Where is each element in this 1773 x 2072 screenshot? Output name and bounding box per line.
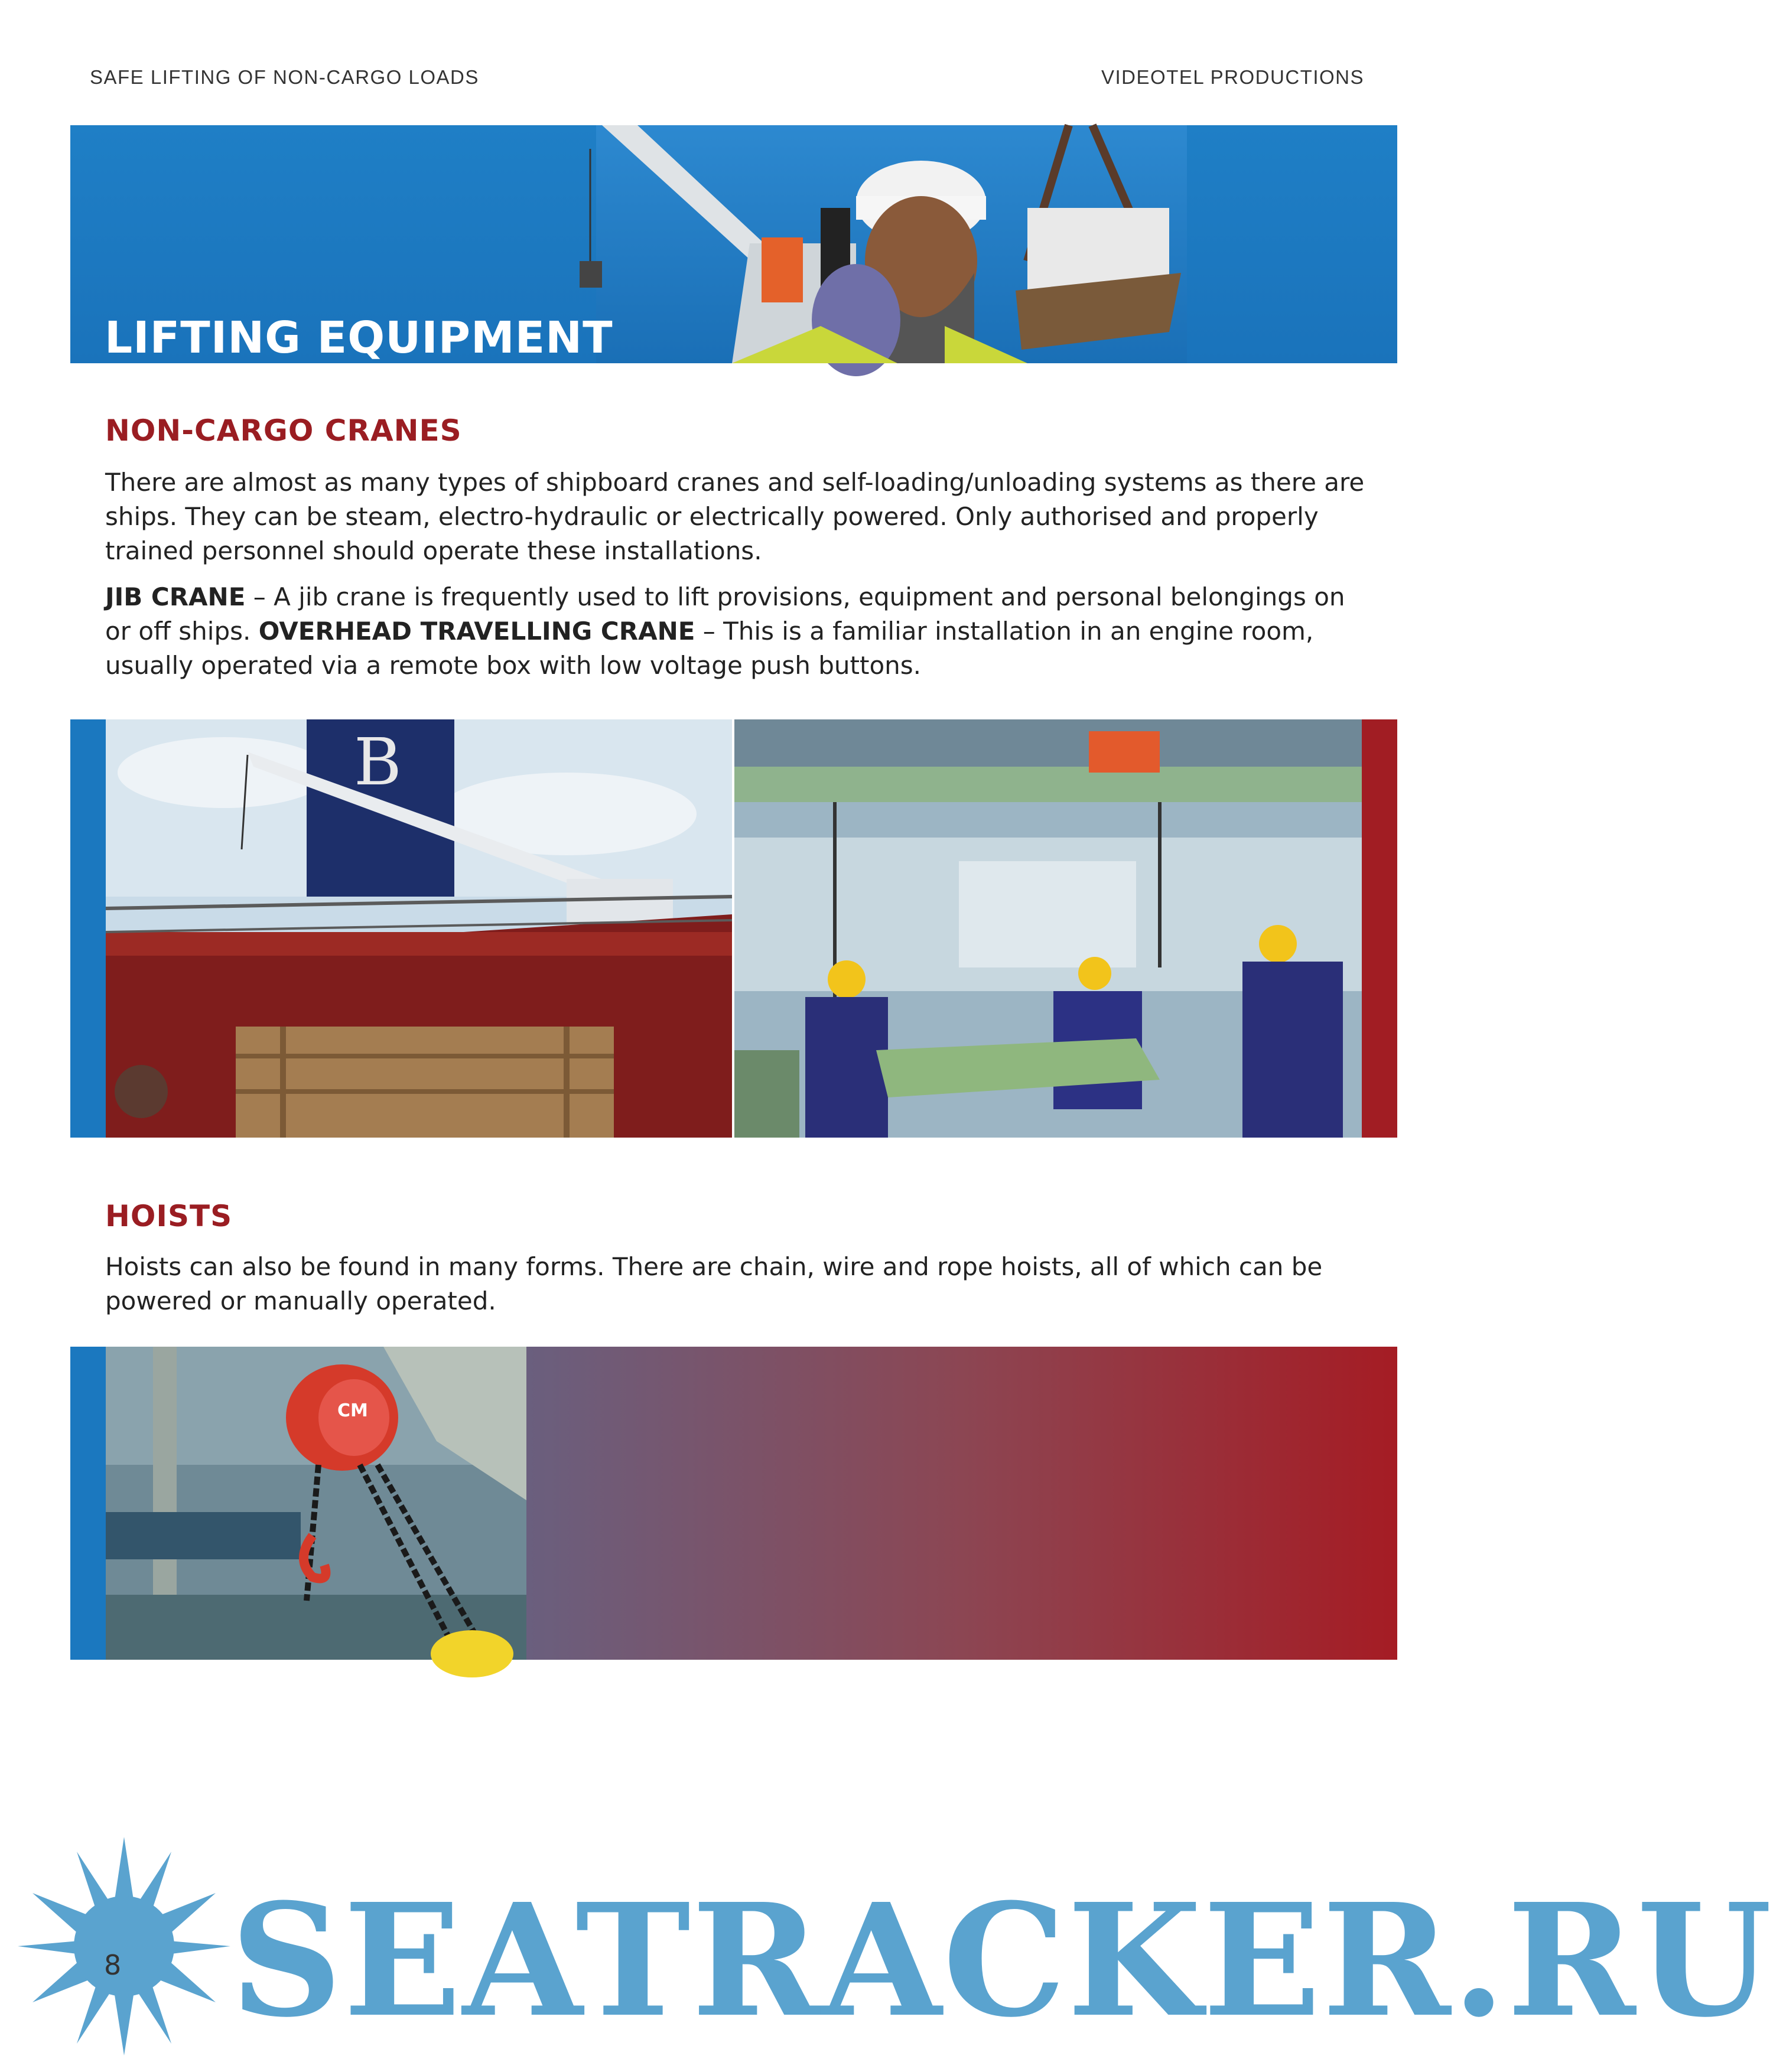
jib-crane-description: – A jib crane is frequently used to lift provisions, equipment and personal belongings on or off ships. [105, 582, 1345, 646]
watermark-text: SEATRACKER.RU [230, 1869, 1773, 2051]
hoist-brand-label: CM [337, 1400, 368, 1421]
section-banner [70, 125, 1397, 363]
blue-accent-bar [70, 719, 106, 1138]
chain-hoist-photo [106, 1347, 526, 1660]
decorative-gradient-panel [526, 1347, 1397, 1660]
page-number: 8 [104, 1949, 122, 1981]
hoists-paragraph: Hoists can also be found in many forms. There are chain, wire and rope hoists, all of which can be powered or manually operated. [105, 1252, 1323, 1315]
crane-types-paragraph [105, 580, 1369, 683]
blue-accent-bar [70, 1347, 106, 1660]
crane-photo-strip [70, 719, 1397, 1138]
cranes-paragraph: There are almost as many types of shipboard cranes and self-loading/unloading systems as there are ships. They can be steam, electro-hydraulic or electrically powered. Only authorised and properly trained personnel should operate these installations. [105, 468, 1365, 565]
banner-title: LIFTING EQUIPMENT [105, 312, 613, 363]
overhead-crane-description: – This is a familiar installation in an engine room, usually operated via a remote box with low voltage push buttons. [105, 617, 1314, 680]
running-header-publisher: VIDEOTEL PRODUCTIONS [1101, 66, 1364, 88]
engine-room-crane-photo [734, 719, 1362, 1138]
section-heading-cranes: NON-CARGO CRANES [105, 413, 462, 448]
funnel-logo: B [354, 724, 402, 800]
overhead-crane-term: OVERHEAD TRAVELLING CRANE [258, 617, 695, 646]
jib-crane-term: JIB CRANE [105, 582, 246, 611]
running-header-title: SAFE LIFTING OF NON-CARGO LOADS [90, 66, 479, 88]
hoist-photo-strip [70, 1347, 1397, 1660]
red-accent-bar [1362, 719, 1397, 1138]
sunburst-logo-icon [18, 1837, 230, 2055]
section-heading-hoists: HOISTS [105, 1199, 233, 1233]
jib-crane-photo [106, 719, 732, 1138]
